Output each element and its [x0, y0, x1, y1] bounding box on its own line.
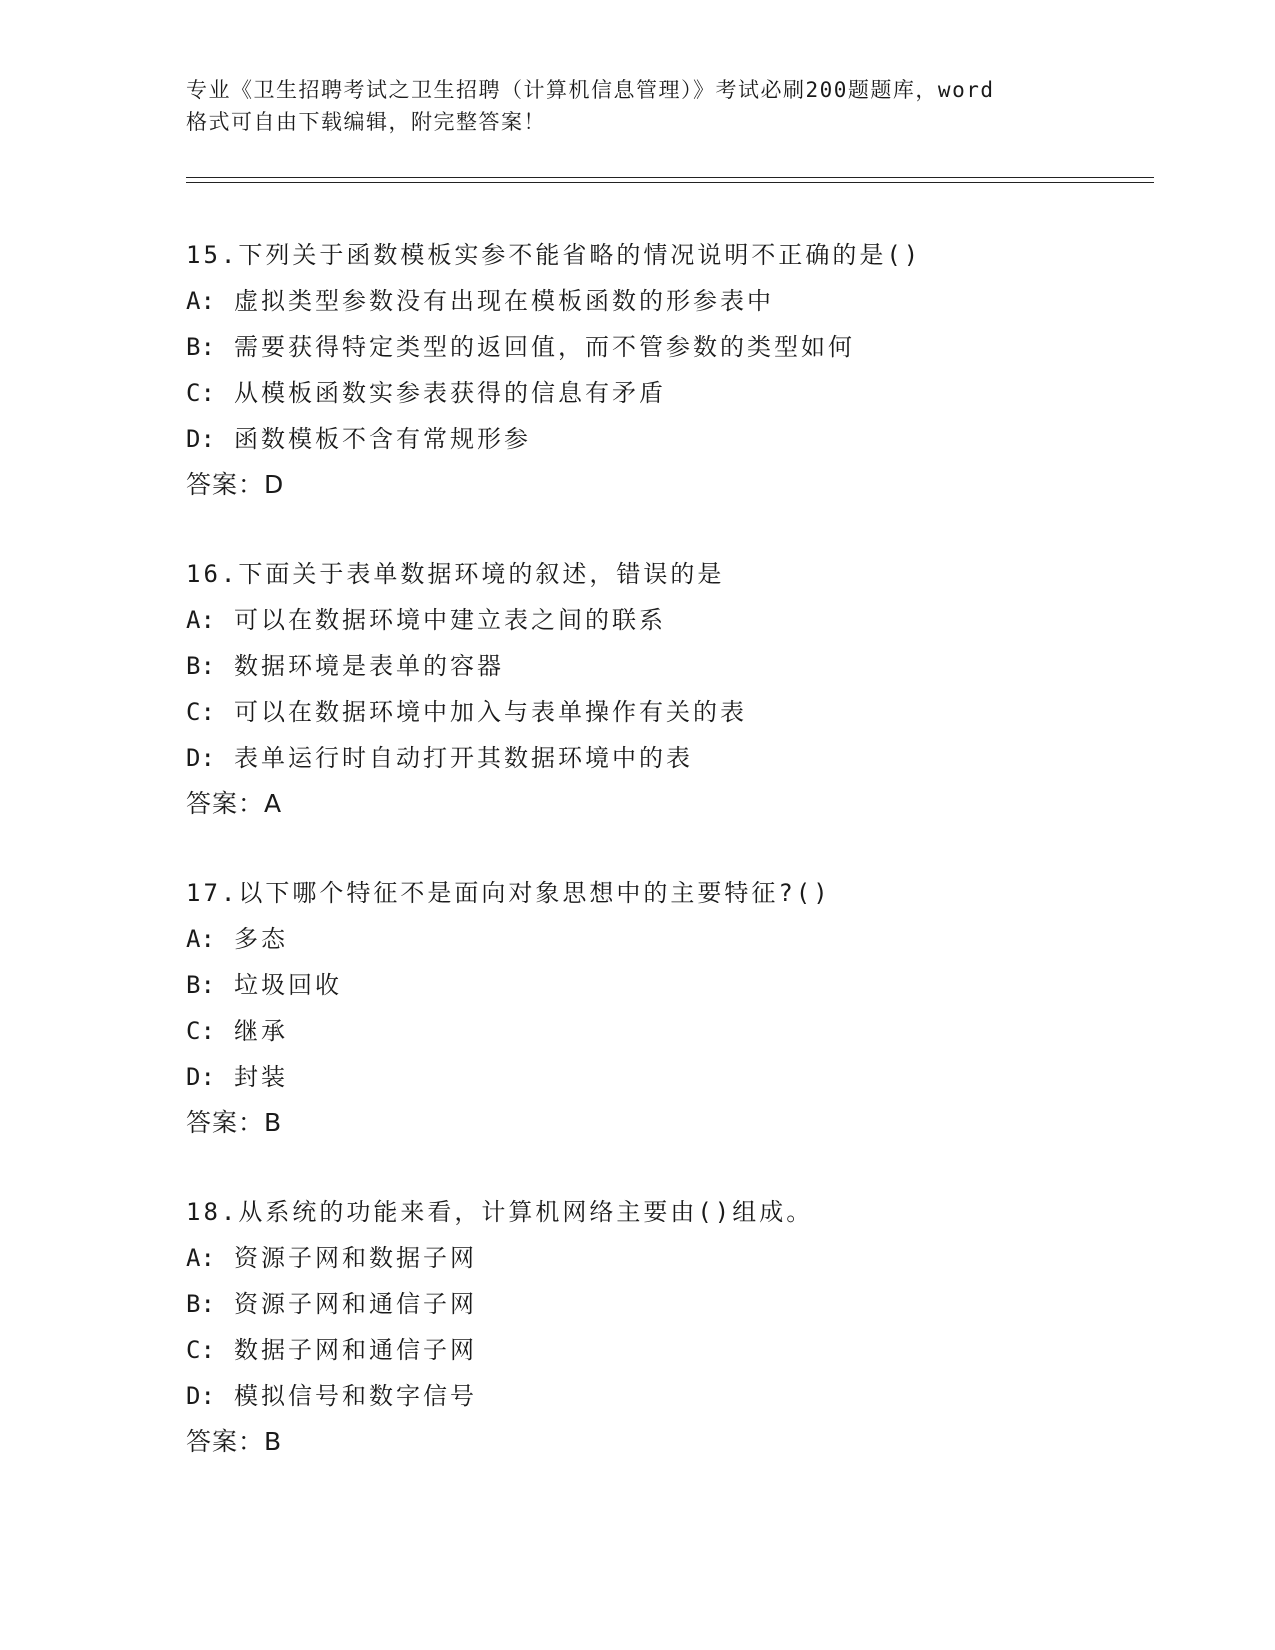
option-letter: A:	[186, 287, 215, 315]
option-text: 模拟信号和数字信号	[234, 1382, 477, 1410]
option-letter: B:	[186, 652, 215, 680]
option-letter: D:	[186, 744, 215, 772]
question-block	[186, 551, 1146, 827]
question-block	[186, 1189, 1146, 1465]
question-stem: 18.从系统的功能来看，计算机网络主要由()组成。	[186, 1198, 814, 1226]
option-letter: A:	[186, 606, 215, 634]
option-c	[186, 1008, 1146, 1054]
option-letter: D:	[186, 1063, 215, 1091]
option-b	[186, 1281, 1146, 1327]
option-a	[186, 278, 1146, 324]
option-letter: D:	[186, 425, 215, 453]
option-d	[186, 1373, 1146, 1419]
option-d	[186, 1054, 1146, 1100]
option-letter: B:	[186, 971, 215, 999]
option-text: 需要获得特定类型的返回值，而不管参数的类型如何	[234, 333, 855, 361]
answer-line: 答案：B	[186, 1108, 283, 1137]
option-c	[186, 370, 1146, 416]
question-stem: 17.以下哪个特征不是面向对象思想中的主要特征?()	[186, 879, 831, 907]
document-header	[186, 74, 1086, 138]
header-line-1: 专业《卫生招聘考试之卫生招聘（计算机信息管理）》考试必刷200题题库，word	[186, 78, 995, 102]
option-letter: B:	[186, 333, 215, 361]
option-text: 资源子网和通信子网	[234, 1290, 477, 1318]
option-letter: C:	[186, 1336, 215, 1364]
option-text: 数据子网和通信子网	[234, 1336, 477, 1364]
header-divider-top	[186, 177, 1154, 178]
option-d	[186, 416, 1146, 462]
question-block	[186, 232, 1146, 508]
header-divider-bottom	[186, 182, 1154, 183]
option-text: 数据环境是表单的容器	[234, 652, 504, 680]
option-c	[186, 1327, 1146, 1373]
option-b	[186, 643, 1146, 689]
option-letter: B:	[186, 1290, 215, 1318]
answer-line: 答案：A	[186, 789, 283, 818]
option-text: 资源子网和数据子网	[234, 1244, 477, 1272]
option-letter: A:	[186, 1244, 215, 1272]
option-text: 可以在数据环境中建立表之间的联系	[234, 606, 666, 634]
option-letter: C:	[186, 698, 215, 726]
option-letter: D:	[186, 1382, 215, 1410]
option-c	[186, 689, 1146, 735]
option-text: 从模板函数实参表获得的信息有矛盾	[234, 379, 666, 407]
option-b	[186, 962, 1146, 1008]
option-text: 虚拟类型参数没有出现在模板函数的形参表中	[234, 287, 774, 315]
option-a	[186, 1235, 1146, 1281]
question-stem: 15.下列关于函数模板实参不能省略的情况说明不正确的是()	[186, 241, 922, 269]
option-text: 垃圾回收	[234, 971, 342, 999]
option-text: 封装	[234, 1063, 288, 1091]
option-text: 多态	[234, 925, 288, 953]
option-b	[186, 324, 1146, 370]
answer-line: 答案：B	[186, 1427, 283, 1456]
option-letter: C:	[186, 379, 215, 407]
question-stem: 16.下面关于表单数据环境的叙述，错误的是	[186, 560, 725, 588]
option-d	[186, 735, 1146, 781]
answer-line: 答案：D	[186, 470, 285, 499]
option-a	[186, 916, 1146, 962]
option-letter: A:	[186, 925, 215, 953]
option-text: 表单运行时自动打开其数据环境中的表	[234, 744, 693, 772]
option-text: 函数模板不含有常规形参	[234, 425, 531, 453]
option-text: 可以在数据环境中加入与表单操作有关的表	[234, 698, 747, 726]
question-block	[186, 870, 1146, 1146]
option-a	[186, 597, 1146, 643]
header-line-2: 格式可自由下载编辑，附完整答案！	[186, 110, 546, 134]
option-letter: C:	[186, 1017, 215, 1045]
option-text: 继承	[234, 1017, 288, 1045]
